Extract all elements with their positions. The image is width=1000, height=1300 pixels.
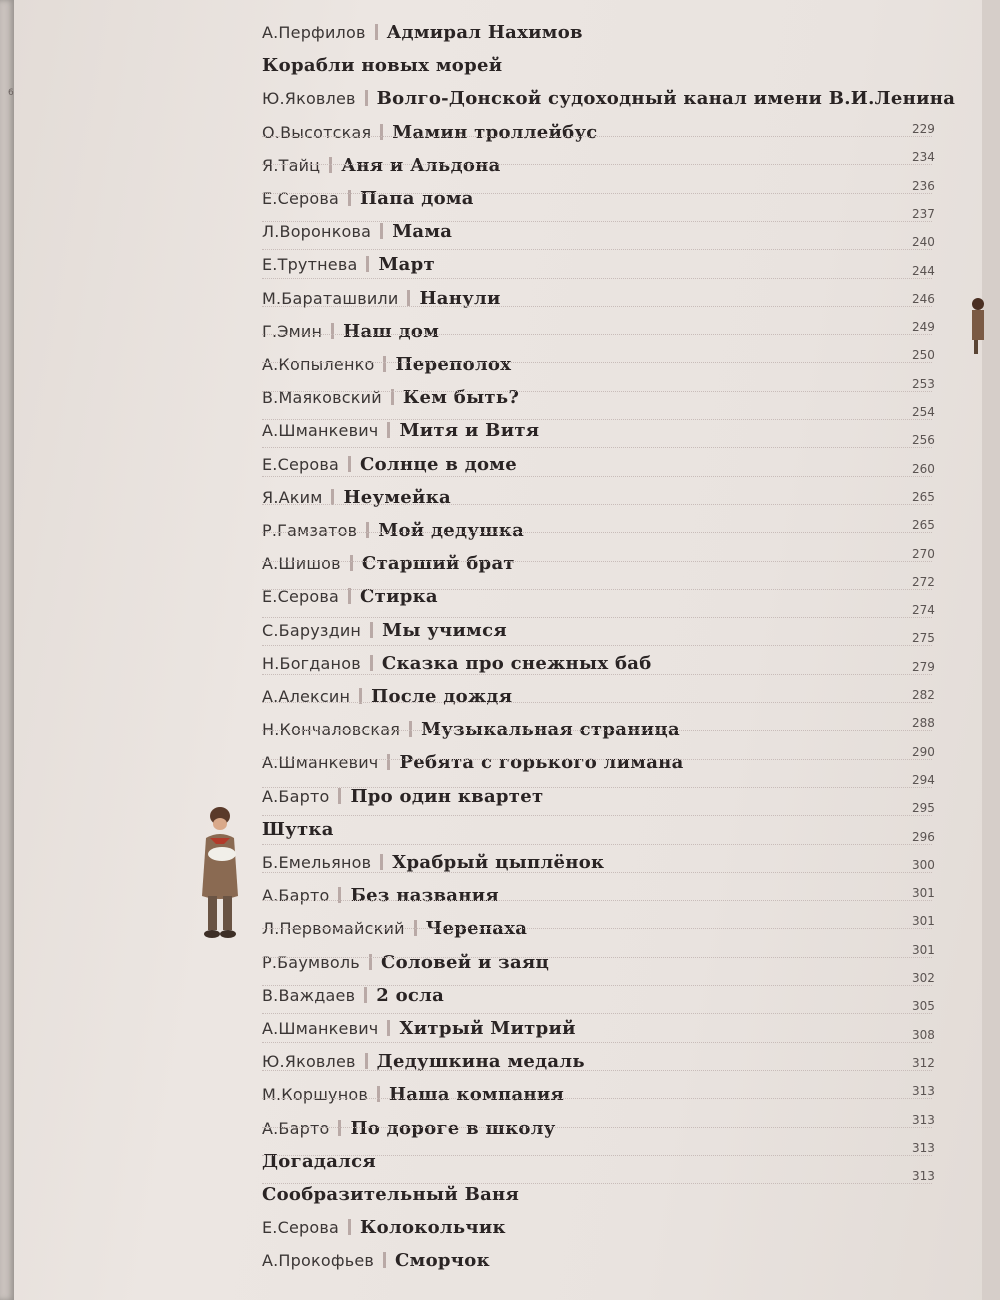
- page-number: 313: [912, 1169, 935, 1184]
- entry-author: Р.Гамзатов: [262, 521, 358, 540]
- page-number: 256: [912, 433, 935, 448]
- entry-author: Н.Кончаловская: [262, 720, 401, 740]
- page-number: 290: [912, 744, 935, 759]
- entry-title: Ребята с горького лимана: [399, 752, 684, 774]
- entry-title: Сказка про снежных баб: [381, 652, 652, 674]
- leader-dots: [262, 844, 932, 845]
- page-number: 313: [912, 1140, 935, 1155]
- entry-title: Март: [378, 254, 435, 276]
- leader-dots: [262, 1042, 932, 1043]
- page-number: 282: [912, 688, 935, 702]
- entry-author: С.Баруздин: [262, 620, 362, 640]
- toc-entry: [262, 1084, 564, 1114]
- leader-dots: [262, 1127, 932, 1128]
- leader-dots: [262, 334, 932, 335]
- page-number: 305: [912, 999, 935, 1014]
- margin-mark: 6: [8, 88, 14, 98]
- entry-title: Сообразительный Ваня: [262, 1184, 520, 1205]
- entry-separator: [387, 1020, 390, 1036]
- leader-dots: [262, 447, 932, 448]
- page-number: 274: [912, 603, 935, 618]
- entry-title: Нанули: [419, 287, 501, 309]
- toc-entry: [262, 55, 502, 85]
- entry-author: М.Бараташвили: [262, 288, 399, 308]
- entry-separator: [348, 1219, 351, 1235]
- entry-separator: [338, 1120, 341, 1136]
- entry-title: Аня и Альдона: [341, 154, 501, 176]
- leader-dots: [262, 193, 932, 194]
- toc-entry: [262, 1018, 576, 1048]
- leader-dots: [262, 504, 932, 505]
- leader-dots: [262, 900, 932, 901]
- entry-title: Папа дома: [360, 188, 474, 209]
- entry-separator: [387, 754, 390, 770]
- page-number: 272: [912, 574, 935, 589]
- entry-title: Соловей и заяц: [380, 951, 550, 973]
- leader-dots: [262, 136, 932, 137]
- page-number: 312: [912, 1055, 935, 1070]
- toc-entry: [262, 852, 604, 882]
- toc-entry: [262, 752, 684, 782]
- entry-separator: [365, 1053, 368, 1069]
- entry-title: Неумейка: [343, 486, 451, 508]
- page-number: 240: [912, 235, 935, 250]
- toc-entry: [262, 288, 501, 318]
- entry-separator: [365, 90, 368, 106]
- entry-author: А.Шманкевич: [262, 753, 379, 773]
- entry-author: О.Высотская: [262, 122, 372, 142]
- page-number: 302: [912, 971, 935, 985]
- entry-title: Наша компания: [388, 1084, 565, 1106]
- entry-title: Адмирал Нахимов: [386, 22, 583, 43]
- entry-author: В.Важдаев: [262, 985, 356, 1005]
- entry-author: А.Шишов: [262, 554, 341, 574]
- entry-separator: [338, 788, 341, 804]
- entry-author: Е.Серова: [262, 587, 339, 607]
- toc-entry: [262, 454, 517, 484]
- entry-separator: [331, 323, 334, 339]
- entry-separator: [366, 256, 369, 272]
- page-number: 229: [912, 122, 935, 136]
- entry-author: А.Шманкевич: [262, 421, 379, 441]
- toc-entry: [262, 786, 543, 816]
- entry-title: Мы учимся: [382, 619, 507, 641]
- entry-author: А.Перфилов: [262, 23, 366, 42]
- entry-separator: [409, 721, 412, 737]
- page-number: 254: [912, 405, 935, 419]
- entry-author: Я.Аким: [262, 487, 323, 507]
- toc-entry: [262, 420, 539, 450]
- leader-dots: [262, 872, 932, 873]
- page-number: 249: [912, 320, 935, 335]
- entry-author: А.Барто: [262, 886, 330, 906]
- page-number: 294: [912, 772, 935, 787]
- entry-author: М.Коршунов: [262, 1085, 368, 1105]
- leader-dots: [262, 249, 932, 250]
- entry-separator: [331, 489, 334, 505]
- entry-author: Е.Серова: [262, 1218, 339, 1238]
- toc-entry: [262, 387, 519, 417]
- leader-dots: [262, 278, 932, 279]
- entry-separator: [366, 522, 369, 538]
- toc-entry: [262, 520, 524, 550]
- toc-entry: [262, 985, 444, 1015]
- entry-separator: [377, 1086, 380, 1102]
- leader-dots: [262, 928, 932, 929]
- entry-separator: [364, 987, 367, 1003]
- entry-title: Мой дедушка: [378, 520, 525, 541]
- entry-title: Без названия: [350, 885, 499, 907]
- page-number: 265: [912, 489, 935, 504]
- entry-title: Догадался: [262, 1150, 377, 1172]
- toc-entry: [262, 686, 512, 716]
- entry-separator: [348, 456, 351, 472]
- toc-entry: [262, 1250, 490, 1280]
- entry-author: Е.Серова: [262, 189, 339, 208]
- leader-dots: [262, 221, 932, 222]
- entry-author: А.Шманкевич: [262, 1019, 379, 1038]
- entry-author: А.Алексин: [262, 687, 351, 706]
- entry-author: А.Барто: [262, 1118, 330, 1138]
- entry-author: Е.Серова: [262, 454, 339, 474]
- entry-separator: [375, 24, 378, 40]
- page-number: 265: [912, 518, 935, 533]
- entry-separator: [383, 356, 386, 372]
- page-number: 244: [912, 263, 935, 278]
- entry-author: Г.Эмин: [262, 321, 323, 341]
- leader-dots: [262, 645, 932, 646]
- entry-title: 2 осла: [376, 984, 445, 1006]
- leader-dots: [262, 815, 932, 816]
- page-number: 313: [912, 1112, 935, 1127]
- page-number: 246: [912, 291, 935, 306]
- entry-author: Л.Воронкова: [262, 222, 372, 242]
- page-number: 253: [912, 376, 935, 391]
- entry-separator: [348, 588, 351, 604]
- toc-entry: [262, 22, 583, 52]
- toc-entry: [262, 1217, 506, 1247]
- leader-dots: [262, 617, 932, 618]
- page-number: 234: [912, 150, 935, 165]
- entry-author: Б.Емельянов: [262, 853, 372, 872]
- leader-dots: [262, 419, 932, 420]
- page-number: 301: [912, 914, 935, 929]
- page-number: 313: [912, 1084, 935, 1099]
- entry-title: Черепаха: [425, 918, 528, 940]
- entry-title: Переполох: [395, 354, 512, 375]
- toc-entry: [262, 487, 451, 517]
- entry-title: Стирка: [360, 586, 438, 608]
- toc-entry: [262, 918, 527, 948]
- toc-entry: [262, 354, 511, 384]
- toc-entry: [262, 254, 435, 284]
- toc-entry: [262, 553, 515, 583]
- entry-author: А.Барто: [262, 786, 330, 806]
- toc-entry: [262, 719, 680, 749]
- leader-dots: [262, 985, 932, 986]
- toc-entry: [262, 221, 452, 251]
- leader-dots: [262, 391, 932, 392]
- entry-title: Корабли новых морей: [262, 55, 503, 77]
- entry-title: Волго-Донской судоходный канал имени В.И.Ленина: [376, 88, 956, 110]
- entry-separator: [350, 555, 353, 571]
- entry-separator: [387, 422, 390, 438]
- leader-dots: [262, 306, 932, 307]
- leader-dots: [262, 957, 932, 958]
- toc-entry: [262, 88, 955, 118]
- page-number: 275: [912, 631, 935, 646]
- entry-author: Ю.Яковлев: [262, 1052, 356, 1072]
- entry-author: В.Маяковский: [262, 388, 382, 408]
- entry-title: Наш дом: [343, 320, 440, 342]
- page-number: 237: [912, 206, 935, 221]
- entry-author: А.Копыленко: [262, 355, 375, 374]
- entry-separator: [370, 622, 373, 638]
- leader-dots: [262, 561, 932, 562]
- leader-dots: [262, 1183, 932, 1184]
- page-number: 279: [912, 659, 935, 674]
- entry-author: Р.Баумволь: [262, 952, 360, 972]
- toc-entry: [262, 1051, 585, 1081]
- entry-author: Н.Богданов: [262, 653, 361, 673]
- entry-title: Старший брат: [361, 553, 515, 575]
- leader-dots: [262, 1155, 932, 1156]
- entry-title: Дедушкина медаль: [376, 1051, 585, 1073]
- page-number: 250: [912, 348, 935, 363]
- entry-author: А.Прокофьев: [262, 1251, 375, 1271]
- entry-author: Л.Первомайский: [262, 919, 405, 939]
- entry-title: Храбрый цыплёнок: [392, 852, 605, 873]
- entry-title: По дороге в школу: [350, 1117, 556, 1139]
- entry-title: Мамин троллейбус: [392, 121, 598, 143]
- page-number: 300: [912, 857, 935, 872]
- leader-dots: [262, 1098, 932, 1099]
- entry-title: Колокольчик: [360, 1217, 506, 1239]
- toc-entry: [262, 155, 501, 185]
- page-number: 236: [912, 178, 935, 193]
- entry-author: Ю.Яковлев: [262, 89, 356, 109]
- leader-dots: [262, 362, 932, 363]
- entry-author: Е.Трутнева: [262, 255, 358, 275]
- leader-dots: [262, 1070, 932, 1071]
- leader-dots: [262, 532, 932, 533]
- page-number: 301: [912, 886, 935, 901]
- toc-entry: [262, 1184, 519, 1214]
- entry-separator: [380, 854, 383, 870]
- entry-separator: [380, 223, 383, 239]
- entry-title: Митя и Витя: [399, 420, 540, 442]
- entry-title: Солнце в доме: [360, 453, 517, 475]
- leader-dots: [262, 164, 932, 165]
- leader-dots: [262, 589, 932, 590]
- leader-dots: [262, 787, 932, 788]
- entry-title: Сморчок: [395, 1250, 490, 1272]
- entry-separator: [380, 124, 383, 140]
- toc-entry: [262, 1118, 556, 1148]
- leader-dots: [262, 1013, 932, 1014]
- leader-dots: [262, 674, 932, 675]
- entry-separator: [383, 1252, 386, 1268]
- page-number: 295: [912, 801, 935, 816]
- page-number: 270: [912, 546, 935, 561]
- entry-title: Хитрый Митрий: [399, 1018, 576, 1039]
- toc-entry: [262, 321, 439, 351]
- entry-author: Я.Тайц: [262, 155, 321, 175]
- leader-dots: [262, 730, 932, 731]
- entry-title: Шутка: [262, 818, 334, 840]
- entry-separator: [407, 290, 410, 306]
- entry-title: Музыкальная страница: [421, 719, 680, 741]
- page-number: 301: [912, 942, 935, 957]
- page-number: 308: [912, 1027, 935, 1042]
- leader-dots: [262, 476, 932, 477]
- entry-title: После дождя: [371, 686, 513, 707]
- page-number: 296: [912, 829, 935, 844]
- leader-dots: [262, 702, 932, 703]
- page-number: 288: [912, 716, 935, 731]
- entry-title: Про один квартет: [350, 785, 544, 807]
- leader-dots: [262, 759, 932, 760]
- toc-entry: [262, 586, 438, 616]
- entry-title: Кем быть?: [402, 387, 520, 409]
- entry-separator: [370, 655, 373, 671]
- page-number: 260: [912, 461, 935, 476]
- toc-entry: [262, 653, 652, 683]
- entry-title: Мама: [392, 221, 453, 243]
